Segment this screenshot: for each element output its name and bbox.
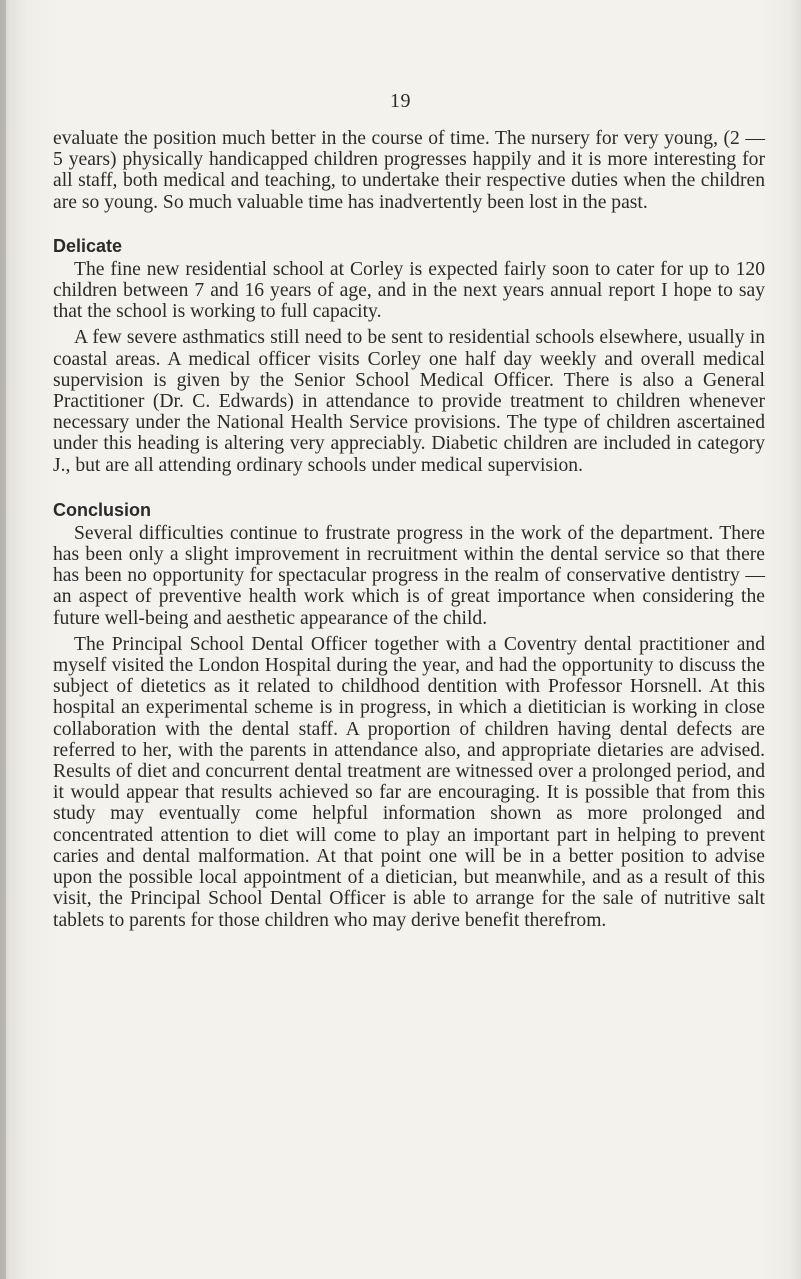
conclusion-paragraph-2: The Principal School Dental Officer together with a Coventry dental practitioner and myself visited the London Hospital during the year, and had the opportunity to discuss the subject of dietetics as it related to childhood dentition with Professor Horsnell. At this hospital an experimental scheme is in progress, in which a dietitician is working in close collaboration with the dental staff. A proportion of children having dental defects are referred to her, with the parents in attendance also, and appropriate dietaries are advised. Results of diet and concurrent dental treatment are witnessed over a prolonged period, and it would appear that results achieved so far are encouraging. It is possible that from this study may eventually come helpful information shown as more prolonged and concentrated attention to diet will come to play an important part in helping to prevent caries and dental malformation. At that point one will be in a better position to advise upon the possible local appointment of a dietician, but meanwhile, and as a result of this visit, the Principal School Dental Officer is able to arrange for the sale of nutritive salt tablets to parents for those children who may derive benefit therefrom. bbox=[53, 633, 765, 931]
binding-shadow bbox=[0, 0, 6, 1279]
heading-conclusion: Conclusion bbox=[53, 499, 151, 520]
delicate-paragraph-1: The fine new residential school at Corley is expected fairly soon to cater for up to 120 children between 7 and 16 years of age, and in the next years annual report I hope to say that the school is working to full capacity. bbox=[53, 258, 765, 323]
delicate-paragraph-2: A few severe asthmatics still need to be sent to residential schools elsewhere, usually in coastal areas. A medical officer visits Corley one half day weekly and overall medical supervision is given by the Senior School Medical Officer. There is also a General Practitioner (Dr. C. Edwards) in attendance to provide treatment to children whenever necessary under the National Health Service provisions. The type of children ascertained under this heading is altering very appreciably. Diabetic children are included in category J., but are all attending ordinary schools under medical supervision. bbox=[53, 327, 765, 476]
heading-delicate: Delicate bbox=[53, 235, 123, 256]
page-number: 19 bbox=[390, 90, 411, 112]
conclusion-paragraph-1: Several difficulties continue to frustrate progress in the work of the department. There has been only a slight improvement in recruitment within the dental service so that there has been no opportunity for spectacular progress in the realm of conservative dentistry — an aspect of preventive health work which is of great importance when considering the future well-being and aesthetic appearance of the child. bbox=[53, 522, 765, 629]
intro-paragraph: evaluate the position much better in the course of time. The nursery for very young, (2 — 5 years) physically handicapped children progresses happily and it is more interesting for all staff, both medical and teaching, to undertake their respective duties when the children are so young. So much valuable time has inadvertently been lost in the past. bbox=[53, 128, 765, 213]
page-body bbox=[53, 128, 765, 931]
